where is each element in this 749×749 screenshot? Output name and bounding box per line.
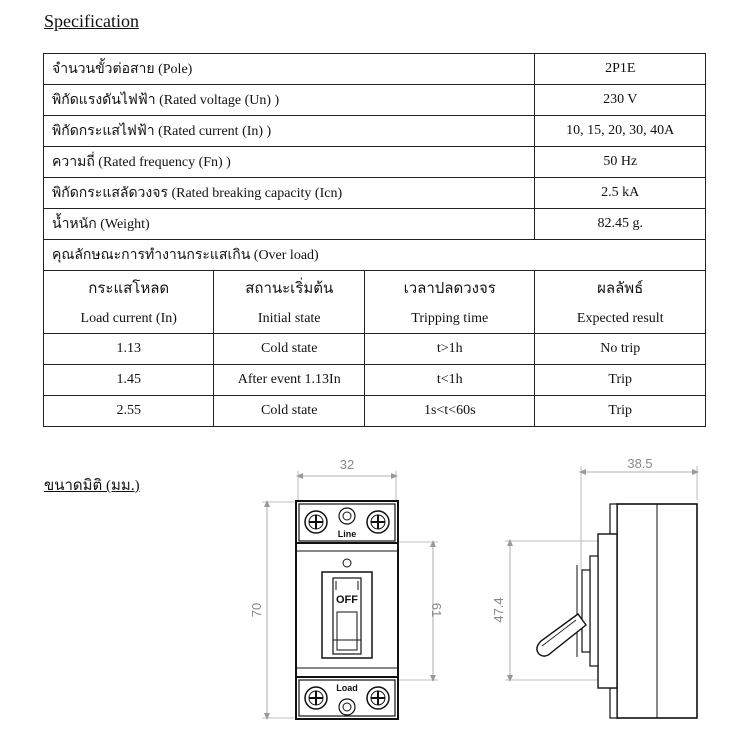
side-view: [491, 456, 697, 718]
screw-icon: [305, 687, 327, 709]
depth-dimension-label: 38.5: [627, 456, 653, 471]
header-en: Load current (In): [80, 311, 177, 326]
cell-load-current: 1.45: [44, 365, 214, 396]
spec-label: พิกัดแรงดันไฟฟ้า (Rated voltage (Un) ): [44, 85, 535, 116]
load-label: Load: [336, 683, 358, 693]
spec-value: 10, 15, 20, 30, 40A: [535, 116, 706, 147]
header-th: สถานะเริ่มต้น: [245, 281, 334, 297]
cell-initial-state: Cold state: [214, 396, 365, 427]
header-en: Expected result: [576, 311, 664, 326]
front-view: [249, 457, 444, 719]
header-en: Initial state: [257, 311, 321, 326]
cell-tripping-time: 1s<t<60s: [365, 396, 535, 427]
screw-icon: [367, 687, 389, 709]
spec-value: 2P1E: [535, 54, 706, 85]
toggle-lever: [537, 614, 586, 656]
cell-load-current: 1.13: [44, 334, 214, 365]
overload-title: คุณลักษณะการทำงานกระแสเกิน (Over load): [44, 240, 706, 271]
width-dimension-label: 32: [339, 457, 355, 472]
header-en: Tripping time: [411, 311, 489, 326]
cell-expected-result: Trip: [535, 396, 706, 427]
cell-tripping-time: t>1h: [365, 334, 535, 365]
cell-tripping-time: t<1h: [365, 365, 535, 396]
cell-load-current: 2.55: [44, 396, 214, 427]
screw-icon: [305, 511, 327, 533]
line-label: Line: [337, 529, 357, 539]
spec-label: ความถี่ (Rated frequency (Fn) ): [44, 147, 535, 178]
height-dimension-label: 70: [249, 602, 264, 618]
spec-label: จำนวนขั้วต่อสาย (Pole): [44, 54, 535, 85]
spec-value: 82.45 g.: [535, 209, 706, 240]
spec-value: 50 Hz: [535, 147, 706, 178]
spec-value: 2.5 kA: [535, 178, 706, 209]
spec-label: พิกัดกระแสไฟฟ้า (Rated current (In) ): [44, 116, 535, 147]
cell-expected-result: Trip: [535, 365, 706, 396]
cell-initial-state: After event 1.13In: [214, 365, 365, 396]
off-label: OFF: [336, 594, 358, 606]
page-title: Specification: [44, 11, 139, 31]
spec-label: พิกัดกระแสลัดวงจร (Rated breaking capacity (Icn): [44, 178, 535, 209]
spec-value: 230 V: [535, 85, 706, 116]
cell-initial-state: Cold state: [214, 334, 365, 365]
side-height-dimension-label: 47.4: [491, 597, 506, 623]
header-th: ผลลัพธ์: [597, 281, 644, 297]
screw-icon: [367, 511, 389, 533]
inner-height-dimension-label: 61: [429, 602, 444, 618]
dimensions-title: ขนาดมิติ (มม.): [44, 478, 140, 494]
header-th: กระแสโหลด: [88, 281, 170, 297]
cell-expected-result: No trip: [535, 334, 706, 365]
header-th: เวลาปลดวงจร: [403, 281, 496, 297]
spec-label: น้ำหนัก (Weight): [44, 209, 535, 240]
